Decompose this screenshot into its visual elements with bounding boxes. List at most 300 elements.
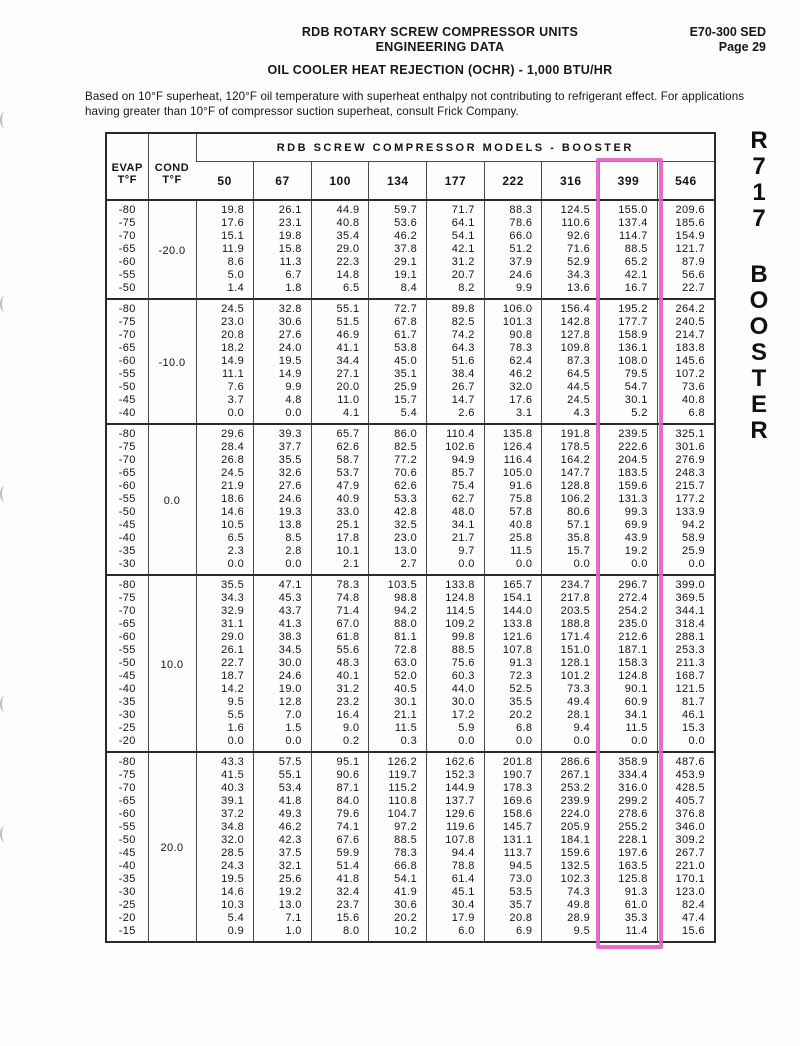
ochr-value-cell: 10.2	[369, 925, 427, 942]
scan-artifact	[0, 112, 9, 128]
ochr-value-cell: 32.0	[484, 381, 542, 394]
table-row	[106, 394, 715, 407]
table-row	[106, 480, 715, 493]
ochr-value-cell: 64.1	[427, 217, 485, 230]
evap-temp-cell: -55	[118, 493, 136, 505]
model-col-177: 177	[427, 162, 485, 201]
ochr-value-cell: 30.0	[254, 657, 312, 670]
ochr-value-cell: 55.1	[254, 769, 312, 782]
ochr-value-cell: 28.5	[196, 847, 254, 860]
table-row	[106, 424, 715, 441]
evap-temp-cell: -70	[118, 605, 136, 617]
model-col-50: 50	[196, 162, 254, 201]
ochr-value-cell: 25.6	[254, 873, 312, 886]
ochr-value-cell: 97.2	[369, 821, 427, 834]
ochr-value-cell: 41.5	[196, 769, 254, 782]
ochr-value-cell: 405.7	[657, 795, 715, 808]
ochr-value-cell: 0.0	[542, 558, 600, 575]
ochr-value-cell: 27.1	[311, 368, 369, 381]
ochr-value-cell: 35.3	[600, 912, 658, 925]
ochr-value-cell: 37.9	[484, 256, 542, 269]
ochr-value-cell: 137.4	[600, 217, 658, 230]
ochr-value-cell: 113.7	[484, 847, 542, 860]
ochr-value-cell: 19.0	[254, 683, 312, 696]
ochr-value-cell: 15.7	[542, 545, 600, 558]
ochr-value-cell: 42.8	[369, 506, 427, 519]
ochr-value-cell: 88.5	[600, 243, 658, 256]
ochr-value-cell: 66.8	[369, 860, 427, 873]
ochr-value-cell: 11.3	[254, 256, 312, 269]
ochr-value-cell: 27.6	[254, 480, 312, 493]
ochr-value-cell: 215.7	[657, 480, 715, 493]
ochr-value-cell: 203.5	[542, 605, 600, 618]
ochr-value-cell: 38.3	[254, 631, 312, 644]
ochr-value-cell: 107.2	[657, 368, 715, 381]
ochr-value-cell: 5.2	[600, 407, 658, 424]
ochr-value-cell: 19.2	[254, 886, 312, 899]
ochr-value-cell: 205.9	[542, 821, 600, 834]
table-row	[106, 558, 715, 575]
ochr-value-cell: 106.2	[542, 493, 600, 506]
evap-temp-cell: -50	[118, 657, 136, 669]
ochr-value-cell: 142.8	[542, 316, 600, 329]
ochr-value-cell: 63.0	[369, 657, 427, 670]
ochr-value-cell: 137.7	[427, 795, 485, 808]
ochr-value-cell: 316.0	[600, 782, 658, 795]
ochr-value-cell: 15.6	[311, 912, 369, 925]
ochr-value-cell: 11.5	[484, 545, 542, 558]
ochr-value-cell: 204.5	[600, 454, 658, 467]
evap-temp-cell: -60	[118, 631, 136, 643]
ochr-value-cell: 0.0	[196, 735, 254, 752]
ochr-value-cell: 70.6	[369, 467, 427, 480]
ochr-value-cell: 2.3	[196, 545, 254, 558]
ochr-value-cell: 81.1	[369, 631, 427, 644]
ochr-value-cell: 32.9	[196, 605, 254, 618]
evap-temp-cell: -65	[118, 795, 136, 807]
ochr-value-cell: 121.5	[657, 683, 715, 696]
ochr-value-cell: 94.2	[369, 605, 427, 618]
ochr-value-cell: 44.9	[311, 200, 369, 217]
ochr-value-cell: 29.0	[311, 243, 369, 256]
ochr-value-cell: 35.1	[369, 368, 427, 381]
ochr-value-cell: 131.3	[600, 493, 658, 506]
ochr-value-cell: 78.3	[369, 847, 427, 860]
evap-temp-cell: -75	[118, 441, 136, 453]
ochr-value-cell: 0.0	[427, 558, 485, 575]
ochr-value-cell: 40.5	[369, 683, 427, 696]
table-row	[106, 217, 715, 230]
doc-header	[120, 25, 760, 55]
evap-temp-cell: -60	[118, 480, 136, 492]
ochr-value-cell: 45.1	[427, 886, 485, 899]
ochr-value-cell: 37.7	[254, 441, 312, 454]
ochr-value-cell: 61.0	[600, 899, 658, 912]
ochr-value-cell: 31.2	[427, 256, 485, 269]
cond-temp-cell: -20.0	[148, 200, 196, 299]
ochr-value-cell: 60.9	[600, 696, 658, 709]
ochr-value-cell: 99.3	[600, 506, 658, 519]
evap-temp-cell: -50	[118, 834, 136, 846]
side-letter: 7	[752, 205, 766, 232]
ochr-value-cell: 24.5	[542, 394, 600, 407]
ochr-value-cell: 5.4	[196, 912, 254, 925]
ochr-value-cell: 32.5	[369, 519, 427, 532]
page-number: Page 29	[718, 40, 766, 54]
ochr-value-cell: 15.1	[196, 230, 254, 243]
ochr-value-cell: 26.7	[427, 381, 485, 394]
ochr-value-cell: 114.7	[600, 230, 658, 243]
ochr-value-cell: 25.8	[484, 532, 542, 545]
ochr-value-cell: 17.2	[427, 709, 485, 722]
ochr-value-cell: 34.8	[196, 821, 254, 834]
ochr-value-cell: 25.1	[311, 519, 369, 532]
ochr-value-cell: 301.6	[657, 441, 715, 454]
ochr-value-cell: 52.9	[542, 256, 600, 269]
ochr-value-cell: 0.0	[657, 735, 715, 752]
evap-temp-cell: -45	[118, 394, 136, 406]
ochr-value-cell: 73.0	[484, 873, 542, 886]
ochr-value-cell: 1.0	[254, 925, 312, 942]
side-letter: T	[751, 365, 767, 392]
ochr-value-cell: 57.8	[484, 506, 542, 519]
ochr-value-cell: 31.1	[196, 618, 254, 631]
ochr-value-cell: 6.5	[311, 282, 369, 299]
ochr-value-cell: 7.6	[196, 381, 254, 394]
ochr-value-cell: 9.4	[542, 722, 600, 735]
ochr-value-cell: 101.2	[542, 670, 600, 683]
ochr-value-cell: 17.9	[427, 912, 485, 925]
ochr-value-cell: 28.1	[542, 709, 600, 722]
table-row	[106, 355, 715, 368]
ochr-value-cell: 55.1	[311, 299, 369, 316]
ochr-value-cell: 185.6	[657, 217, 715, 230]
ochr-value-cell: 14.6	[196, 886, 254, 899]
ochr-value-cell: 20.8	[196, 329, 254, 342]
ochr-value-cell: 46.2	[484, 368, 542, 381]
ochr-value-cell: 34.1	[427, 519, 485, 532]
evap-temp-cell: -70	[118, 230, 136, 242]
ochr-value-cell: 54.1	[369, 873, 427, 886]
ochr-value-cell: 54.7	[600, 381, 658, 394]
table-row	[106, 243, 715, 256]
ochr-value-cell: 0.0	[196, 407, 254, 424]
ochr-value-cell: 299.2	[600, 795, 658, 808]
scan-artifact	[0, 696, 9, 712]
ochr-value-cell: 35.5	[196, 575, 254, 592]
ochr-value-cell: 65.7	[311, 424, 369, 441]
table-row	[106, 683, 715, 696]
ochr-value-cell: 21.1	[369, 709, 427, 722]
note-line-2: having greater than 10°F of compressor suction superheat, consult Frick Company.	[85, 104, 519, 118]
ochr-value-cell: 13.0	[254, 899, 312, 912]
cond-col-header	[148, 133, 196, 200]
ochr-value-cell: 61.4	[427, 873, 485, 886]
ochr-value-cell: 110.8	[369, 795, 427, 808]
evap-temp-cell: -55	[118, 821, 136, 833]
ochr-value-cell: 7.1	[254, 912, 312, 925]
ochr-value-cell: 177.2	[657, 493, 715, 506]
table-row	[106, 618, 715, 631]
ochr-value-cell: 102.6	[427, 441, 485, 454]
ochr-value-cell: 21.9	[196, 480, 254, 493]
ochr-value-cell: 87.1	[311, 782, 369, 795]
ochr-value-cell: 154.1	[484, 592, 542, 605]
evap-temp-cell: -50	[118, 381, 136, 393]
note-line-1: Based on 10°F superheat, 120°F oil temperature with superheat enthalpy not contributing to refrigerant effect. For applications	[85, 90, 745, 103]
ochr-value-cell: 158.6	[484, 808, 542, 821]
table-row	[106, 342, 715, 355]
ochr-value-cell: 21.7	[427, 532, 485, 545]
evap-temp-cell: -60	[118, 256, 136, 268]
ochr-value-cell: 94.9	[427, 454, 485, 467]
table-row	[106, 860, 715, 873]
ochr-value-cell: 132.5	[542, 860, 600, 873]
ochr-value-cell: 88.0	[369, 618, 427, 631]
ochr-value-cell: 85.7	[427, 467, 485, 480]
ochr-value-cell: 253.3	[657, 644, 715, 657]
ochr-value-cell: 90.6	[311, 769, 369, 782]
ochr-value-cell: 66.0	[484, 230, 542, 243]
ochr-value-cell: 31.2	[311, 683, 369, 696]
side-letter: O	[749, 287, 769, 314]
ochr-value-cell: 19.5	[254, 355, 312, 368]
evap-temp-cell: -20	[118, 735, 136, 747]
ochr-value-cell: 35.5	[254, 454, 312, 467]
ochr-value-cell: 131.1	[484, 834, 542, 847]
ochr-value-cell: 34.5	[254, 644, 312, 657]
ochr-value-cell: 0.0	[657, 558, 715, 575]
evap-temp-cell: -45	[118, 519, 136, 531]
table-row	[106, 230, 715, 243]
booster-label	[742, 262, 776, 444]
ochr-value-cell: 75.4	[427, 480, 485, 493]
table-row	[106, 670, 715, 683]
side-letter: S	[750, 339, 767, 366]
ochr-value-cell: 25.9	[369, 381, 427, 394]
ochr-value-cell: 0.0	[254, 407, 312, 424]
ochr-value-cell: 108.0	[600, 355, 658, 368]
ochr-value-cell: 22.7	[657, 282, 715, 299]
ochr-value-cell: 145.6	[657, 355, 715, 368]
ochr-value-cell: 18.7	[196, 670, 254, 683]
ochr-value-cell: 54.1	[427, 230, 485, 243]
ochr-value-cell: 0.9	[196, 925, 254, 942]
ochr-value-cell: 64.5	[542, 368, 600, 381]
ochr-value-cell: 40.8	[657, 394, 715, 407]
ochr-value-cell: 53.5	[484, 886, 542, 899]
ochr-value-cell: 14.6	[196, 506, 254, 519]
ochr-value-cell: 45.0	[369, 355, 427, 368]
ochr-value-cell: 109.2	[427, 618, 485, 631]
ochr-value-cell: 428.5	[657, 782, 715, 795]
ochr-value-cell: 19.2	[600, 545, 658, 558]
table-row	[106, 644, 715, 657]
ochr-value-cell: 16.7	[600, 282, 658, 299]
ochr-value-cell: 84.0	[311, 795, 369, 808]
ochr-value-cell: 41.8	[311, 873, 369, 886]
ochr-value-cell: 67.6	[311, 834, 369, 847]
table-row	[106, 782, 715, 795]
ochr-value-cell: 0.0	[600, 558, 658, 575]
ochr-value-cell: 43.3	[196, 752, 254, 769]
ochr-value-cell: 8.4	[369, 282, 427, 299]
table-row	[106, 795, 715, 808]
ochr-value-cell: 222.6	[600, 441, 658, 454]
ochr-value-cell: 169.6	[484, 795, 542, 808]
ochr-value-cell: 11.5	[600, 722, 658, 735]
ochr-value-cell: 58.9	[657, 532, 715, 545]
ochr-value-cell: 168.7	[657, 670, 715, 683]
ochr-value-cell: 115.2	[369, 782, 427, 795]
ochr-value-cell: 6.5	[196, 532, 254, 545]
ochr-value-cell: 344.1	[657, 605, 715, 618]
ochr-value-cell: 6.8	[484, 722, 542, 735]
ochr-value-cell: 248.3	[657, 467, 715, 480]
ochr-value-cell: 369.5	[657, 592, 715, 605]
ochr-value-cell: 0.0	[427, 735, 485, 752]
ochr-value-cell: 47.1	[254, 575, 312, 592]
ochr-value-cell: 8.6	[196, 256, 254, 269]
ochr-value-cell: 13.6	[542, 282, 600, 299]
ochr-value-cell: 35.4	[311, 230, 369, 243]
ochr-value-cell: 53.4	[254, 782, 312, 795]
ochr-value-cell: 78.3	[311, 575, 369, 592]
evap-temp-cell: -60	[118, 355, 136, 367]
ochr-value-cell: 18.6	[196, 493, 254, 506]
ochr-value-cell: 72.3	[484, 670, 542, 683]
ochr-value-cell: 267.1	[542, 769, 600, 782]
ochr-value-cell: 37.8	[369, 243, 427, 256]
ochr-value-cell: 34.3	[542, 269, 600, 282]
ochr-value-cell: 2.7	[369, 558, 427, 575]
ochr-value-cell: 5.5	[196, 709, 254, 722]
ochr-value-cell: 32.6	[254, 467, 312, 480]
ochr-value-cell: 23.1	[254, 217, 312, 230]
ochr-value-cell: 44.5	[542, 381, 600, 394]
models-span-header: RDB SCREW COMPRESSOR MODELS - BOOSTER	[196, 133, 715, 162]
ochr-value-cell: 224.0	[542, 808, 600, 821]
ochr-value-cell: 124.5	[542, 200, 600, 217]
ochr-value-cell: 59.7	[369, 200, 427, 217]
ochr-value-cell: 116.4	[484, 454, 542, 467]
ochr-value-cell: 184.1	[542, 834, 600, 847]
ochr-value-cell: 39.1	[196, 795, 254, 808]
model-col-316: 316	[542, 162, 600, 201]
ochr-value-cell: 272.4	[600, 592, 658, 605]
ochr-value-cell: 14.9	[196, 355, 254, 368]
ochr-value-cell: 92.6	[542, 230, 600, 243]
model-col-134: 134	[369, 162, 427, 201]
section-title: OIL COOLER HEAT REJECTION (OCHR) - 1,000 BTU/HR	[267, 63, 613, 77]
ochr-value-cell: 24.6	[484, 269, 542, 282]
evap-temp-cell: -65	[118, 342, 136, 354]
ochr-value-cell: 9.9	[254, 381, 312, 394]
evap-temp-cell: -65	[118, 467, 136, 479]
refrigerant-label	[742, 128, 776, 232]
ochr-value-cell: 78.3	[484, 342, 542, 355]
ochr-value-cell: 82.4	[657, 899, 715, 912]
ochr-value-cell: 487.6	[657, 752, 715, 769]
evap-temp-cell: -80	[106, 752, 148, 769]
side-letter: R	[750, 127, 768, 154]
ochr-value-cell: 24.3	[196, 860, 254, 873]
ochr-value-cell: 26.8	[196, 454, 254, 467]
table-row	[106, 269, 715, 282]
ochr-value-cell: 102.3	[542, 873, 600, 886]
ochr-value-cell: 30.1	[369, 696, 427, 709]
ochr-value-cell: 126.4	[484, 441, 542, 454]
ochr-value-cell: 3.1	[484, 407, 542, 424]
evap-temp-cell: -35	[118, 545, 136, 557]
ochr-value-cell: 20.2	[484, 709, 542, 722]
ochr-value-cell: 170.1	[657, 873, 715, 886]
ochr-value-cell: 239.5	[600, 424, 658, 441]
evap-temp-cell: -55	[118, 269, 136, 281]
table-row	[106, 575, 715, 592]
ochr-value-cell: 47.4	[657, 912, 715, 925]
ochr-value-cell: 42.1	[427, 243, 485, 256]
ochr-value-cell: 376.8	[657, 808, 715, 821]
ochr-value-cell: 128.1	[542, 657, 600, 670]
ochr-value-cell: 62.6	[311, 441, 369, 454]
ochr-value-cell: 41.8	[254, 795, 312, 808]
ochr-value-cell: 75.8	[484, 493, 542, 506]
ochr-value-cell: 334.4	[600, 769, 658, 782]
side-letter: R	[750, 417, 768, 444]
ochr-value-cell: 1.5	[254, 722, 312, 735]
side-letter: 1	[752, 179, 766, 206]
ochr-value-cell: 14.2	[196, 683, 254, 696]
evap-temp-cell: -40	[118, 860, 136, 872]
ochr-value-cell: 14.8	[311, 269, 369, 282]
ochr-value-cell: 86.0	[369, 424, 427, 441]
ochr-value-cell: 28.9	[542, 912, 600, 925]
ochr-value-cell: 91.6	[484, 480, 542, 493]
ochr-value-cell: 8.5	[254, 532, 312, 545]
ochr-value-cell: 5.4	[369, 407, 427, 424]
doc-title-line2: ENGINEERING DATA	[375, 40, 505, 54]
ochr-value-cell: 0.2	[311, 735, 369, 752]
ochr-value-cell: 0.0	[600, 735, 658, 752]
ochr-value-cell: 69.9	[600, 519, 658, 532]
scan-artifact	[0, 826, 9, 842]
evap-temp-cell: -65	[118, 243, 136, 255]
ochr-value-cell: 7.0	[254, 709, 312, 722]
ochr-value-cell: 296.7	[600, 575, 658, 592]
ochr-value-cell: 211.3	[657, 657, 715, 670]
ochr-value-cell: 30.1	[600, 394, 658, 407]
ochr-value-cell: 358.9	[600, 752, 658, 769]
ochr-value-cell: 18.2	[196, 342, 254, 355]
ochr-value-cell: 158.3	[600, 657, 658, 670]
model-col-399: 399	[600, 162, 658, 201]
table-row	[106, 899, 715, 912]
evap-temp-cell: -30	[118, 558, 136, 570]
evap-temp-cell: -80	[106, 575, 148, 592]
ochr-value-cell: 1.8	[254, 282, 312, 299]
ochr-value-cell: 52.0	[369, 670, 427, 683]
table-row	[106, 299, 715, 316]
model-col-222: 222	[484, 162, 542, 201]
evap-temp-cell: -75	[118, 316, 136, 328]
cond-temp-cell: 0.0	[148, 424, 196, 575]
ochr-value-cell: 234.7	[542, 575, 600, 592]
ochr-value-cell: 30.6	[369, 899, 427, 912]
side-letter: E	[750, 391, 767, 418]
ochr-value-cell: 127.8	[542, 329, 600, 342]
ochr-value-cell: 94.2	[657, 519, 715, 532]
